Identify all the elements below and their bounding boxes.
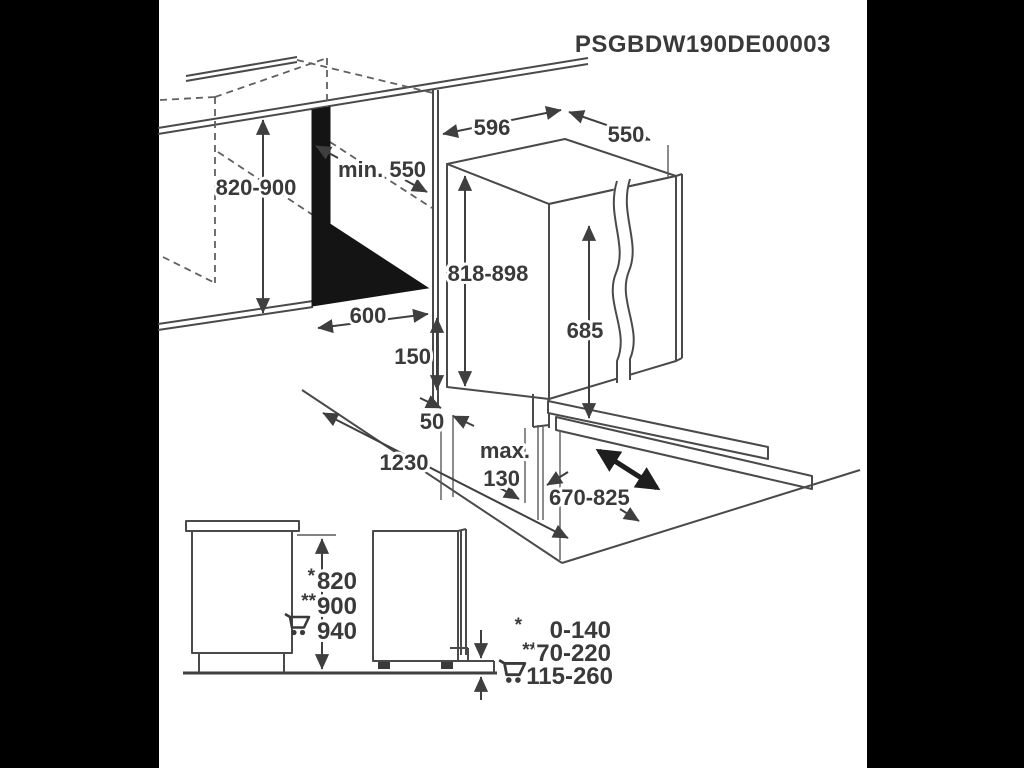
dim-plinth-recess-max-label: max. xyxy=(479,438,530,463)
legend-row-marker: * xyxy=(514,615,522,636)
dim-plinth-height-label: 150 xyxy=(394,344,431,369)
dim-niche-height-label: 820-900 xyxy=(215,175,297,200)
legend-row-value: 0-140 xyxy=(549,617,611,644)
dim-appliance-height-label: 818-898 xyxy=(447,261,529,286)
dim-niche-min-depth-label: min. 550 xyxy=(338,157,427,182)
drawing-code-label: PSGBDW190DE00003 xyxy=(574,31,831,58)
dim-niche-width-label: 600 xyxy=(349,303,387,328)
legend-row-value: 70-220 xyxy=(536,640,611,667)
height-row-value: 820 xyxy=(316,568,357,595)
dim-side-gap-label: 50 xyxy=(419,409,445,434)
height-row-marker: ** xyxy=(301,591,316,612)
legend-row-marker: ** xyxy=(522,640,537,661)
dim-plinth-recess-value-label: 130 xyxy=(483,466,520,491)
legend-row-value: 115-260 xyxy=(526,663,613,690)
dim-appliance-depth-label: 550 xyxy=(607,122,645,147)
dim-appliance-width-label: 596 xyxy=(473,115,511,140)
height-row-value: 900 xyxy=(316,593,357,620)
height-row-marker: * xyxy=(307,566,315,587)
dim-depth-open-label: 1230 xyxy=(379,450,429,475)
dim-door-height-label: 685 xyxy=(566,318,604,343)
height-row-value: 940 xyxy=(316,618,357,645)
dim-plinth-panel-range-label: 670-825 xyxy=(549,485,630,510)
